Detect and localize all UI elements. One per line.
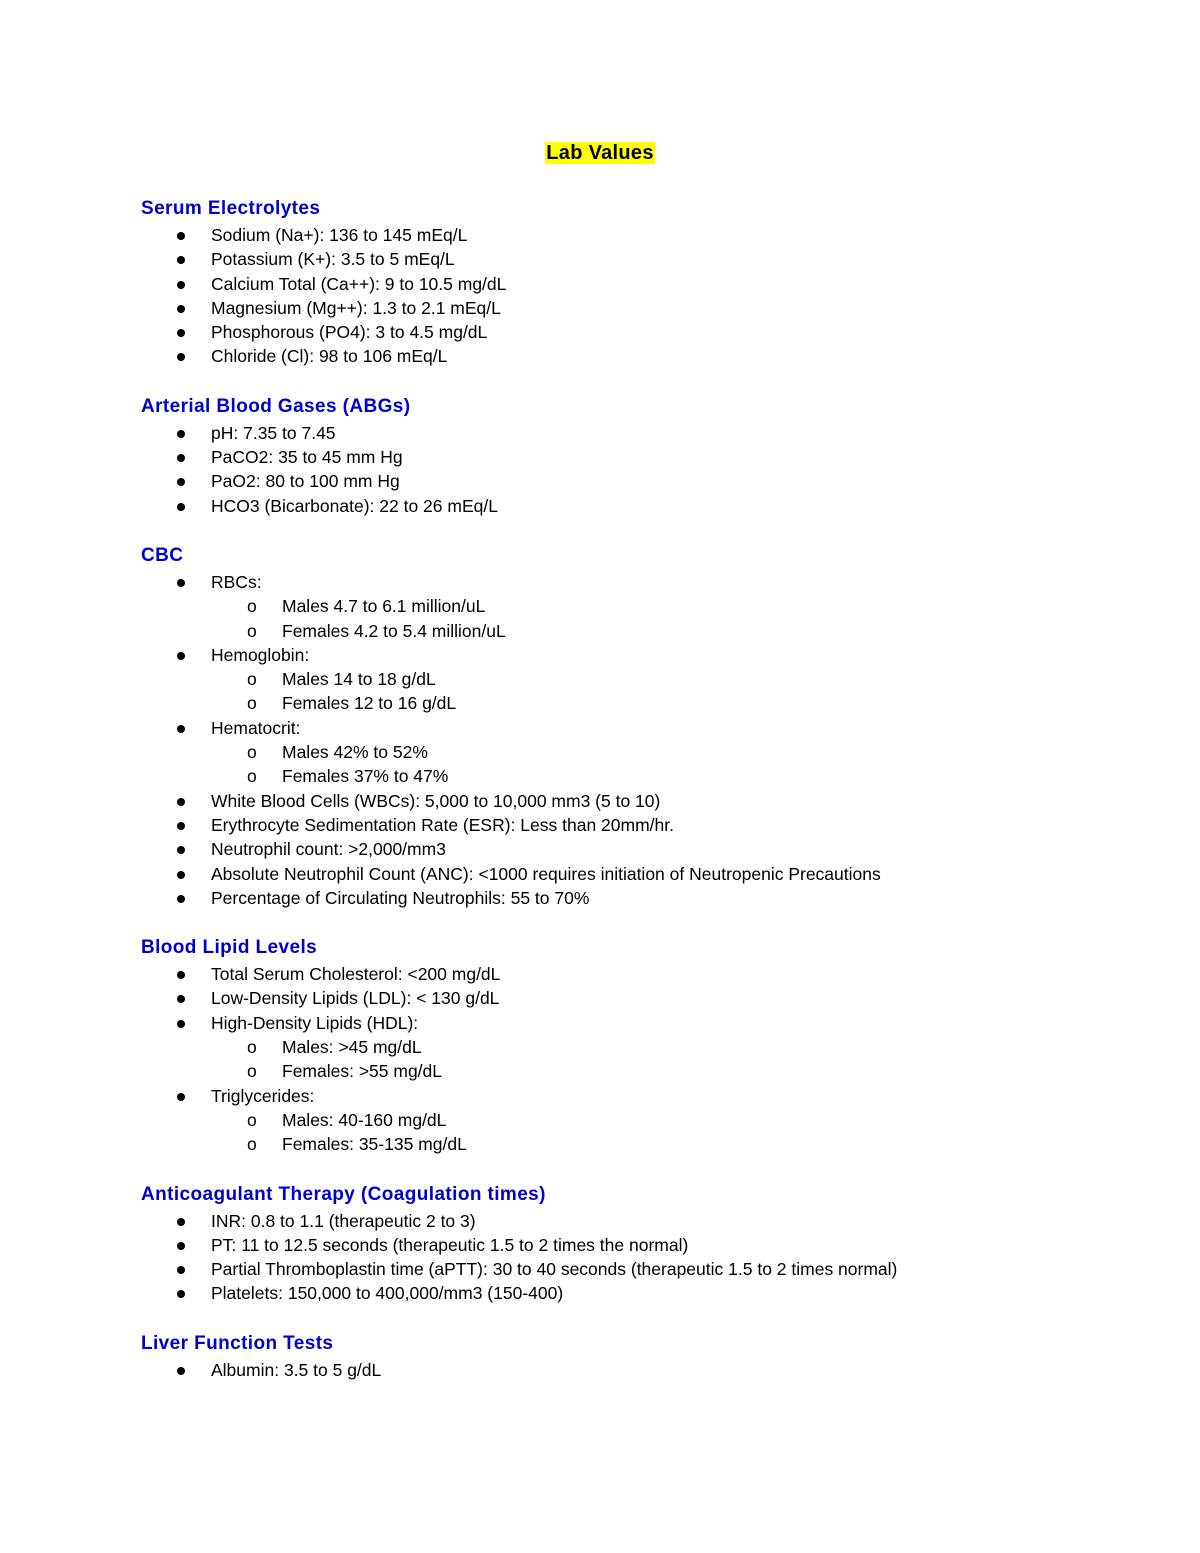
section	[141, 394, 1141, 518]
document-title-text: Lab Values	[546, 142, 654, 164]
sub-list-item-text: Females 37% to 47%	[282, 766, 449, 787]
list-item-text: Neutrophil count: >2,000/mm3	[211, 839, 446, 860]
list-item	[141, 862, 1141, 886]
sub-list-item-text: Males 42% to 52%	[282, 742, 428, 763]
hollow-bullet-icon: o	[247, 1061, 257, 1082]
sub-list-item-text: Females: 35-135 mg/dL	[282, 1134, 467, 1155]
list-item	[141, 789, 1141, 813]
list-item	[141, 1257, 1141, 1281]
sub-list	[211, 594, 1141, 643]
bullet-dot-icon	[177, 1367, 185, 1375]
list-item	[141, 570, 1141, 643]
list-item	[141, 886, 1141, 910]
list-item-text: Percentage of Circulating Neutrophils: 55 to 70%	[211, 887, 590, 908]
sub-list	[211, 1108, 1141, 1157]
bullet-list	[141, 1358, 1141, 1382]
list-item	[141, 813, 1141, 837]
bullet-dot-icon	[177, 846, 185, 854]
sub-list-item	[141, 740, 1141, 764]
sub-list-item-text: Males: 40-160 mg/dL	[282, 1109, 447, 1130]
list-item	[141, 716, 1141, 789]
list-item-text: PaO2: 80 to 100 mm Hg	[211, 471, 400, 492]
bullet-dot-icon	[177, 430, 185, 438]
list-item	[141, 986, 1141, 1010]
section	[141, 1182, 1141, 1306]
section-heading: Liver Function Tests	[141, 1332, 334, 1354]
sub-list-item-text: Females 12 to 16 g/dL	[282, 693, 457, 714]
list-item	[141, 469, 1141, 493]
list-item-text: Platelets: 150,000 to 400,000/mm3 (150-400)	[211, 1283, 564, 1304]
bullet-dot-icon	[177, 971, 185, 979]
bullet-dot-icon	[177, 1242, 185, 1250]
bullet-dot-icon	[177, 725, 185, 733]
bullet-dot-icon	[177, 329, 185, 337]
sub-list-item	[141, 619, 1141, 643]
list-item	[141, 320, 1141, 344]
list-item	[141, 421, 1141, 445]
list-item	[141, 247, 1141, 271]
list-item	[141, 1233, 1141, 1257]
list-item-text: Potassium (K+): 3.5 to 5 mEq/L	[211, 249, 455, 270]
bullet-dot-icon	[177, 256, 185, 264]
list-item-text: Albumin: 3.5 to 5 g/dL	[211, 1359, 382, 1380]
bullet-dot-icon	[177, 798, 185, 806]
sub-list	[211, 740, 1141, 789]
list-item-text: PaCO2: 35 to 45 mm Hg	[211, 447, 403, 468]
list-item-text: Magnesium (Mg++): 1.3 to 2.1 mEq/L	[211, 297, 501, 318]
bullet-dot-icon	[177, 871, 185, 879]
list-item-text: Hematocrit:	[211, 717, 301, 738]
list-item-text: White Blood Cells (WBCs): 5,000 to 10,000 mm3 (5 to 10)	[211, 790, 661, 811]
sub-list-item-text: Males 4.7 to 6.1 million/uL	[282, 596, 486, 617]
hollow-bullet-icon: o	[247, 669, 257, 690]
bullet-dot-icon	[177, 822, 185, 830]
list-item-text: Total Serum Cholesterol: <200 mg/dL	[211, 964, 501, 985]
document-title	[0, 140, 1200, 166]
list-item	[141, 962, 1141, 986]
hollow-bullet-icon: o	[247, 693, 257, 714]
sub-list-item	[141, 691, 1141, 715]
list-item-text: PT: 11 to 12.5 seconds (therapeutic 1.5 to 2 times the normal)	[211, 1234, 689, 1255]
list-item-text: Hemoglobin:	[211, 644, 310, 665]
sub-list-item	[141, 1108, 1141, 1132]
section	[141, 543, 1141, 910]
section-heading: Blood Lipid Levels	[141, 937, 318, 959]
list-item	[141, 1084, 1141, 1157]
list-item-text: INR: 0.8 to 1.1 (therapeutic 2 to 3)	[211, 1210, 476, 1231]
sub-list	[211, 1035, 1141, 1084]
hollow-bullet-icon: o	[247, 1134, 257, 1155]
sub-list-item-text: Males 14 to 18 g/dL	[282, 669, 436, 690]
hollow-bullet-icon: o	[247, 766, 257, 787]
sub-list-item	[141, 1132, 1141, 1156]
bullet-dot-icon	[177, 454, 185, 462]
sub-list	[211, 667, 1141, 716]
bullet-dot-icon	[177, 353, 185, 361]
list-item	[141, 296, 1141, 320]
bullet-dot-icon	[177, 1290, 185, 1298]
hollow-bullet-icon: o	[247, 620, 257, 641]
hollow-bullet-icon: o	[247, 1037, 257, 1058]
sub-list-item-text: Females 4.2 to 5.4 million/uL	[282, 620, 506, 641]
sub-list-item	[141, 1059, 1141, 1083]
bullet-dot-icon	[177, 503, 185, 511]
list-item-text: Chloride (Cl): 98 to 106 mEq/L	[211, 346, 448, 367]
section	[141, 196, 1141, 369]
bullet-dot-icon	[177, 1020, 185, 1028]
bullet-dot-icon	[177, 579, 185, 587]
bullet-dot-icon	[177, 1218, 185, 1226]
list-item-text: Sodium (Na+): 136 to 145 mEq/L	[211, 225, 468, 245]
bullet-dot-icon	[177, 232, 185, 240]
list-item	[141, 643, 1141, 716]
list-item	[141, 445, 1141, 469]
list-item	[141, 223, 1141, 247]
list-item-text: High-Density Lipids (HDL):	[211, 1012, 419, 1033]
bullet-dot-icon	[177, 1266, 185, 1274]
bullet-dot-icon	[177, 478, 185, 486]
document-sections	[141, 196, 1141, 1407]
bullet-dot-icon	[177, 895, 185, 903]
list-item	[141, 1281, 1141, 1305]
bullet-list	[141, 570, 1141, 910]
sub-list-item	[141, 667, 1141, 691]
list-item-text: Phosphorous (PO4): 3 to 4.5 mg/dL	[211, 322, 488, 343]
bullet-list	[141, 223, 1141, 369]
list-item	[141, 494, 1141, 518]
list-item	[141, 344, 1141, 368]
hollow-bullet-icon: o	[247, 742, 257, 763]
list-item-text: Low-Density Lipids (LDL): < 130 g/dL	[211, 988, 500, 1009]
section	[141, 1331, 1141, 1382]
list-item-text: HCO3 (Bicarbonate): 22 to 26 mEq/L	[211, 495, 498, 516]
list-item-text: Partial Thromboplastin time (aPTT): 30 to 40 seconds (therapeutic 1.5 to 2 times normal)	[211, 1259, 898, 1280]
sub-list-item	[141, 594, 1141, 618]
list-item-text: Calcium Total (Ca++): 9 to 10.5 mg/dL	[211, 273, 507, 294]
bullet-dot-icon	[177, 305, 185, 313]
list-item-text: pH: 7.35 to 7.45	[211, 422, 336, 443]
bullet-dot-icon	[177, 652, 185, 660]
sub-list-item-text: Females: >55 mg/dL	[282, 1061, 443, 1082]
sub-list-item	[141, 764, 1141, 788]
hollow-bullet-icon: o	[247, 596, 257, 617]
list-item	[141, 837, 1141, 861]
section-heading: Arterial Blood Gases (ABGs)	[141, 395, 411, 417]
list-item-text: Triglycerides:	[211, 1085, 315, 1106]
bullet-list	[141, 962, 1141, 1156]
section	[141, 935, 1141, 1156]
bullet-list	[141, 1209, 1141, 1306]
section-heading: Anticoagulant Therapy (Coagulation times)	[141, 1183, 546, 1205]
sub-list-item-text: Males: >45 mg/dL	[282, 1037, 422, 1058]
section-heading: CBC	[141, 544, 184, 566]
bullet-list	[141, 421, 1141, 518]
list-item-text: RBCs:	[211, 571, 262, 592]
list-item	[141, 1011, 1141, 1084]
bullet-dot-icon	[177, 281, 185, 289]
list-item	[141, 1209, 1141, 1233]
bullet-dot-icon	[177, 1093, 185, 1101]
list-item-text: Absolute Neutrophil Count (ANC): <1000 requires initiation of Neutropenic Precautions	[211, 863, 881, 884]
section-heading: Serum Electrolytes	[141, 198, 321, 219]
bullet-dot-icon	[177, 995, 185, 1003]
list-item-text: Erythrocyte Sedimentation Rate (ESR): Less than 20mm/hr.	[211, 814, 674, 835]
hollow-bullet-icon: o	[247, 1109, 257, 1130]
sub-list-item	[141, 1035, 1141, 1059]
list-item	[141, 272, 1141, 296]
list-item	[141, 1358, 1141, 1382]
